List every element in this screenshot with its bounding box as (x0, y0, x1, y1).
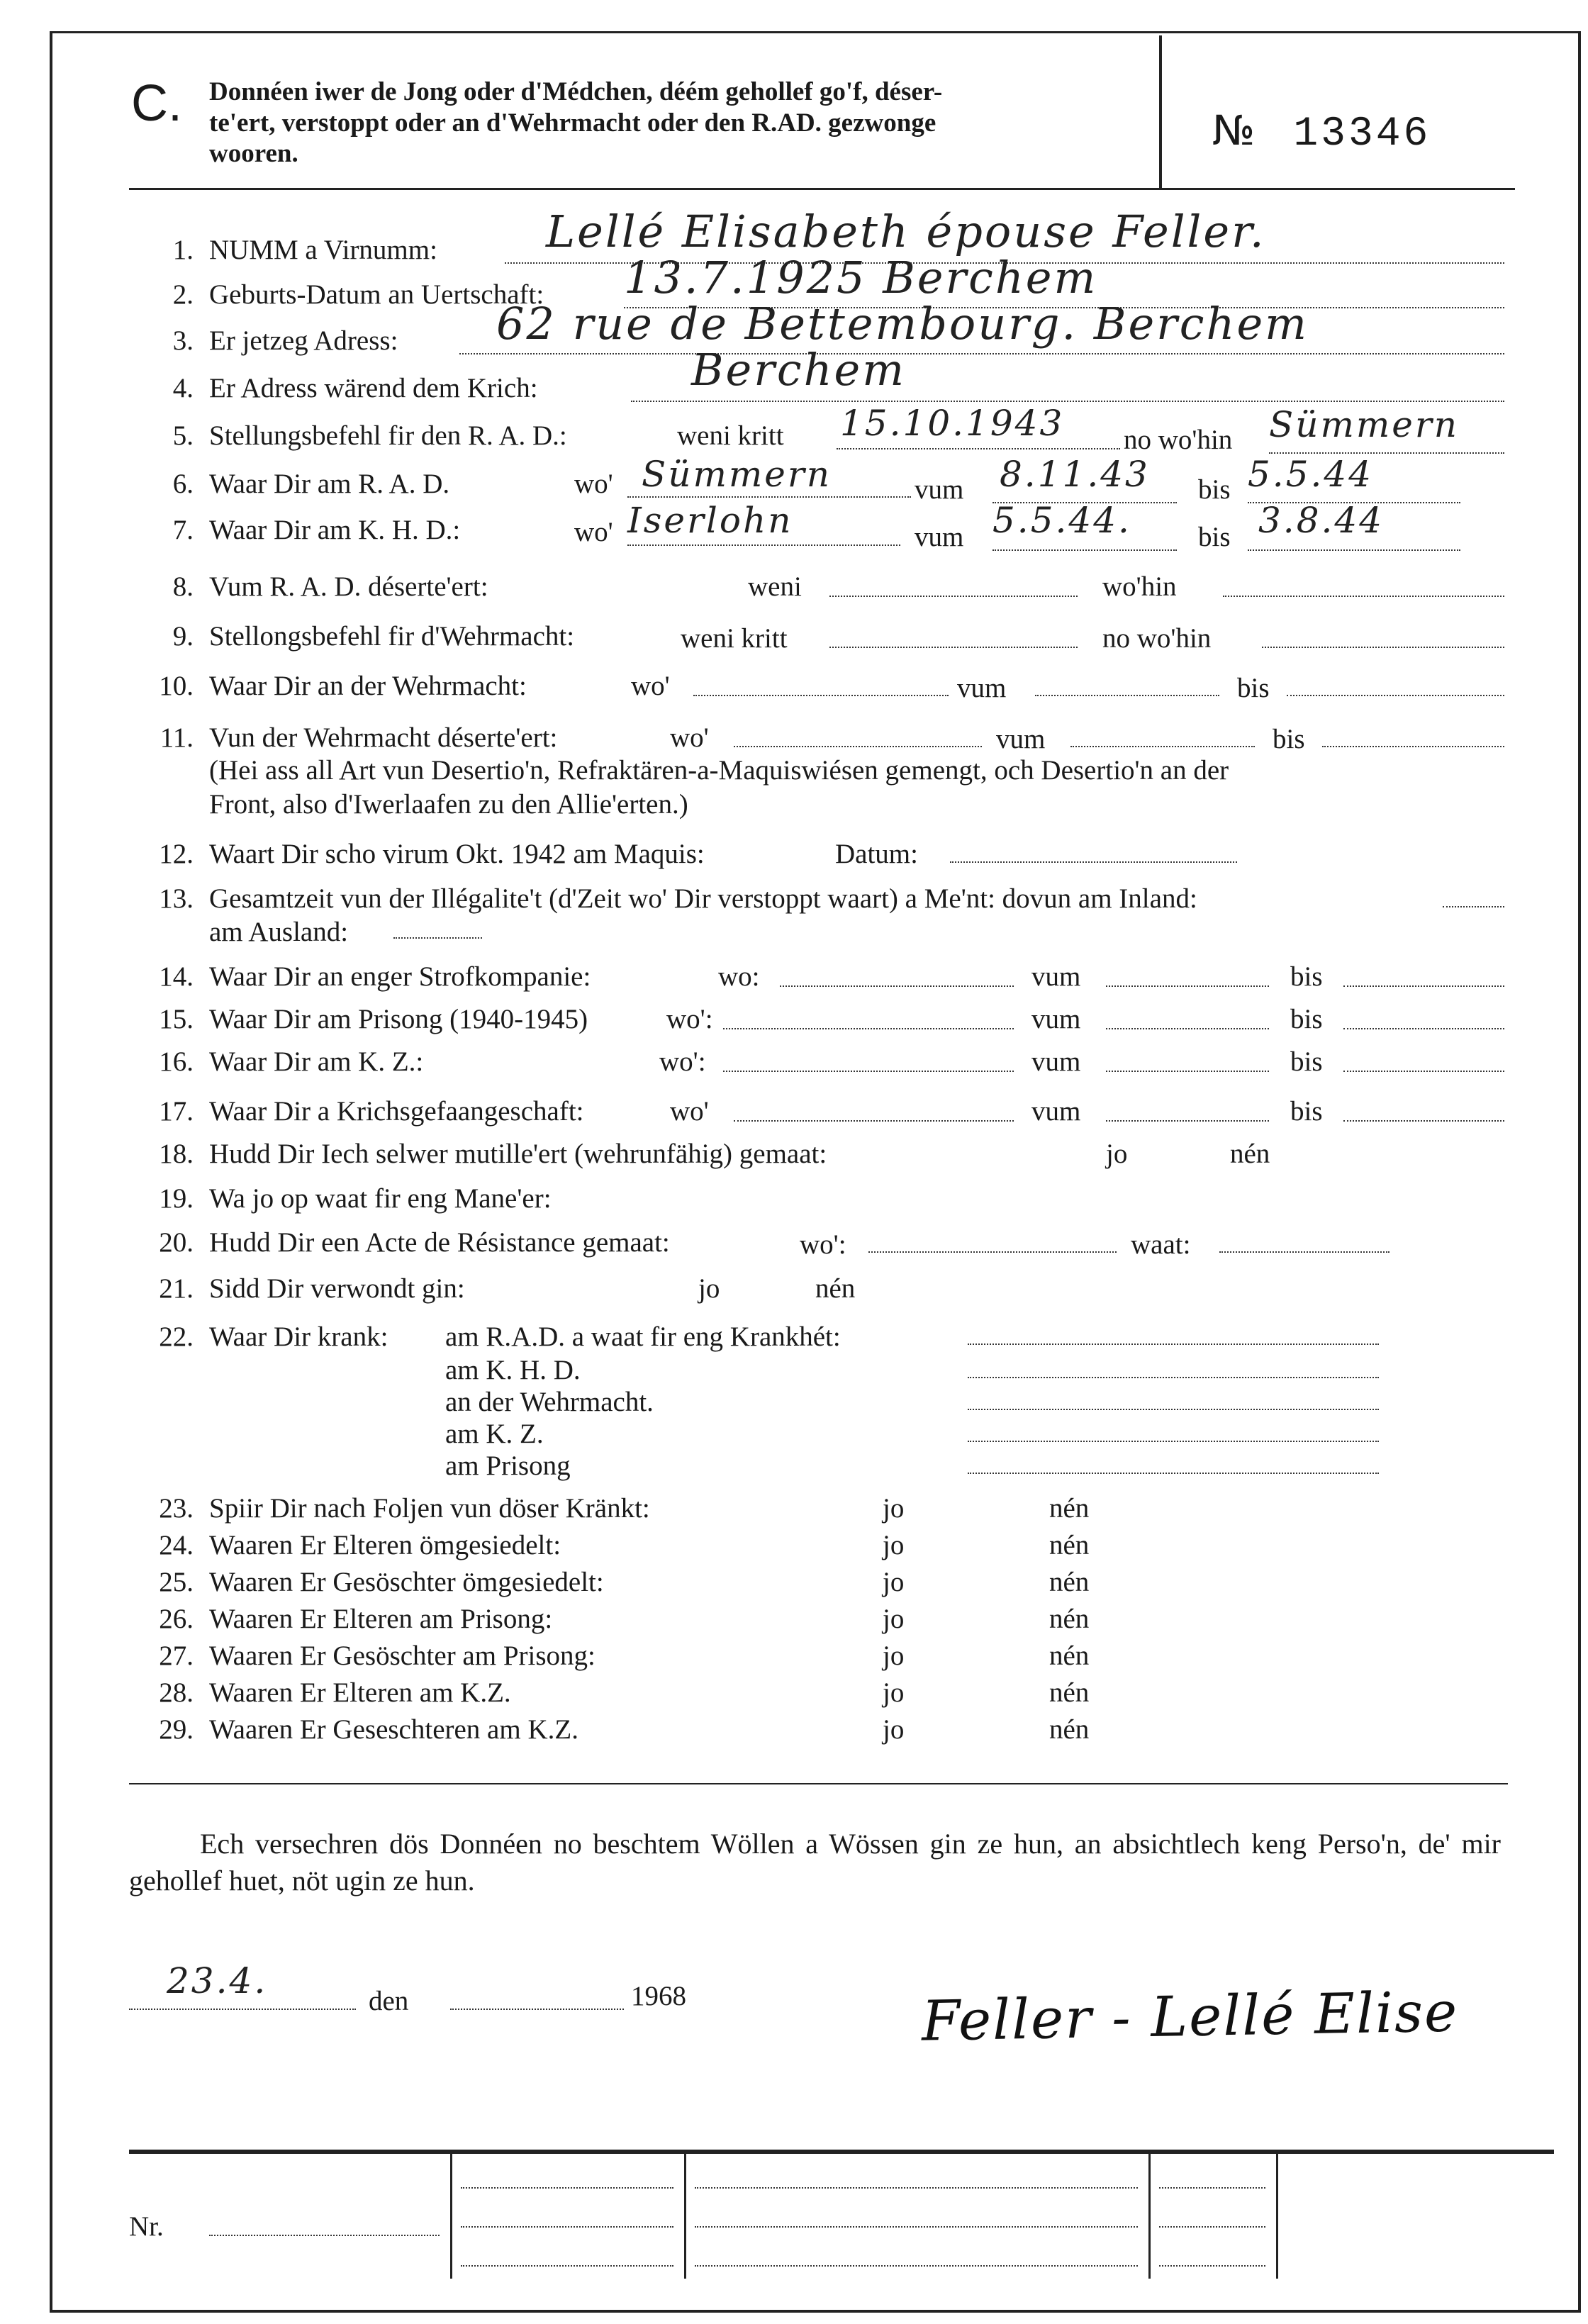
jo-option: jo (883, 1567, 905, 1597)
vum-label: vum (957, 673, 1007, 703)
wo-label: wo': (666, 1004, 713, 1034)
answer-line (734, 1120, 1014, 1122)
field-row-8: 8. Vum R. A. D. déserte'ert: (172, 571, 488, 602)
handwritten-khd-to: 3.8.44 (1258, 500, 1385, 541)
answer-line (1343, 1071, 1504, 1072)
field-row-21: 21. Sidd Dir verwondt gin: (159, 1273, 465, 1304)
nen-option: nén (1049, 1567, 1090, 1597)
field-note: (Hei ass all Art vun Desertio'n, Refraktären-a-Maquiswiésen gemengt, och Desertio'n an der (209, 755, 1229, 786)
field-row-29: 29. Waaren Er Geseschteren am K.Z. (159, 1714, 578, 1745)
answer-line (1443, 906, 1504, 907)
answer-line (1035, 695, 1219, 696)
field-row-3: 3. Er jetzeg Adress: (172, 325, 398, 356)
section-rule (129, 1783, 1508, 1784)
handwritten-address: 62 rue de Bettembourg. Berchem (496, 298, 1309, 350)
bis-label: bis (1198, 522, 1231, 552)
vum-label: vum (1031, 961, 1081, 992)
field-row-9: 9. Stellongsbefehl fir d'Wehrmacht: (172, 621, 575, 652)
field-note: Front, also d'Iwerlaafen zu den Allie'erten.) (209, 789, 688, 820)
field-row-6: 6. Waar Dir am R. A. D. (172, 469, 450, 499)
answer-line (1343, 985, 1504, 987)
handwritten-birth: 13.7.1925 Berchem (624, 252, 1098, 303)
wo-label: wo': (800, 1229, 846, 1260)
bis-label: bis (1290, 961, 1323, 992)
field-row-17: 17. Waar Dir a Krichsgefaangeschaft: (159, 1096, 584, 1127)
answer-line (780, 985, 1014, 987)
weni-label: weni kritt (677, 420, 784, 451)
footer-line (1159, 2187, 1265, 2189)
field-row-20: 20. Hudd Dir een Acte de Résistance gemaat: (159, 1227, 670, 1258)
handwritten-rad-to: 5.5.44 (1248, 454, 1374, 495)
field-row-7: 7. Waar Dir am K. H. D.: (172, 515, 461, 545)
answer-line (1219, 1251, 1390, 1253)
ausland-label: am Ausland: (209, 917, 349, 947)
numero-symbol: № (1212, 106, 1258, 155)
answer-line (829, 647, 1078, 648)
answer-line (968, 1473, 1379, 1474)
field-row-26: 26. Waaren Er Elteren am Prisong: (159, 1604, 553, 1634)
illness-kz: am K. Z. (445, 1419, 544, 1449)
header-divider (1159, 35, 1162, 188)
handwritten-date: 23.4. (167, 1960, 268, 2001)
field-row-5: 5. Stellungsbefehl fir den R. A. D.: (172, 420, 567, 451)
bis-label: bis (1290, 1004, 1323, 1034)
footer-line (695, 2226, 1138, 2228)
field-row-18: 18. Hudd Dir Iech selwer mutille'ert (wehrunfähig) gemaat: (159, 1139, 827, 1169)
footer-line (695, 2187, 1138, 2189)
answer-line (1070, 746, 1255, 747)
declaration-text: Ech versechren dös Donnéen no beschtem Wöllen a Wössen gin ze hun, an absichtlech keng Perso'n, de' mir gehollef huet, nöt ugin ze hun. (129, 1828, 1501, 1896)
handwritten-khd-from: 5.5.44. (992, 500, 1131, 541)
date-line (129, 2009, 356, 2010)
answer-line (459, 353, 1504, 354)
field-row-4: 4. Er Adress wärend dem Krich: (172, 373, 538, 403)
weni-label: weni (748, 571, 802, 602)
illness-prisong: am Prisong (445, 1451, 571, 1481)
answer-line (1106, 1028, 1269, 1029)
footer-line (461, 2226, 673, 2228)
weni-label: weni kritt (681, 623, 788, 654)
field-row-15: 15. Waar Dir am Prisong (1940-1945) (159, 1004, 588, 1034)
answer-line (968, 1343, 1379, 1345)
handwritten-war-address: Berchem (691, 344, 907, 396)
field-row-2: 2. Geburts-Datum an Uertschaft: (172, 279, 544, 310)
footer-line (1159, 2265, 1265, 2267)
footer-line (461, 2187, 673, 2189)
year-label: 1968 (631, 1981, 686, 2011)
vum-label: vum (915, 522, 964, 552)
field-row-24: 24. Waaren Er Elteren ömgesiedelt: (159, 1530, 561, 1560)
answer-line (968, 1441, 1379, 1442)
bis-label: bis (1237, 673, 1270, 703)
form-number-value: 13346 (1293, 111, 1431, 157)
field-row-27: 27. Waaren Er Gesöschter am Prisong: (159, 1641, 596, 1671)
handwritten-rad-from: 8.11.43 (1000, 454, 1150, 495)
nen-option: nén (1230, 1139, 1270, 1169)
answer-line (968, 1377, 1379, 1378)
answer-line (734, 746, 982, 747)
nr-label: Nr. (129, 2211, 164, 2242)
top-border (50, 31, 1578, 33)
wo-label: wo' (574, 517, 613, 547)
vum-label: vum (1031, 1046, 1081, 1077)
vum-label: vum (915, 474, 964, 505)
field-row-23: 23. Spiir Dir nach Foljen vun döser Kränkt: (159, 1493, 650, 1524)
field-row-11: 11. Vun der Wehrmacht déserte'ert: (160, 722, 558, 753)
footer-column-divider (684, 2150, 686, 2279)
wo-label: wo' (631, 671, 670, 701)
field-row-19: 19. Wa jo op waat fir eng Mane'er: (159, 1183, 552, 1214)
nen-option: nén (1049, 1714, 1090, 1745)
answer-line (1287, 695, 1504, 696)
field-row-12: 12. Waart Dir scho virum Okt. 1942 am Maquis: (159, 839, 705, 869)
bis-label: bis (1198, 474, 1231, 505)
handwritten-rad-place: Sümmern (1269, 404, 1459, 445)
vum-label: vum (1031, 1004, 1081, 1034)
wo-label: wo: (718, 961, 760, 992)
illness-rad: am R.A.D. a waat fir eng Krankhét: (445, 1322, 841, 1352)
header-rule (129, 188, 1515, 190)
wo-label: wo' (574, 469, 613, 499)
jo-option: jo (883, 1530, 905, 1560)
field-row-16: 16. Waar Dir am K. Z.: (159, 1046, 424, 1077)
footer-rule (129, 2150, 1554, 2154)
handwritten-name: Lellé Elisabeth épouse Feller. (546, 206, 1266, 257)
answer-line (1106, 1071, 1269, 1072)
answer-line (723, 1071, 1014, 1072)
field-row-13: 13. Gesamtzeit vun der Illégalite't (d'Zeit wo' Dir verstoppt waart) a Me'nt: dovun am Inland: (159, 883, 1197, 914)
answer-line (1343, 1120, 1504, 1122)
answer-line (627, 544, 900, 546)
answer-line (992, 549, 1177, 551)
answer-line (950, 861, 1237, 863)
answer-line (723, 1028, 1014, 1029)
wohin-label: no wo'hin (1102, 623, 1212, 654)
den-label: den (369, 1986, 409, 2016)
jo-option: jo (883, 1714, 905, 1745)
field-row-22: 22. Waar Dir krank: (159, 1322, 388, 1352)
nen-option: nén (1049, 1530, 1090, 1560)
section-heading: Donnéen iwer de Jong oder d'Médchen, déém gehollef go'f, déser- te'ert, verstoppt oder an d'Wehrmacht oder den R.AD. gezwonge wooren. (209, 77, 943, 169)
wohin-label: no wo'hin (1124, 425, 1233, 455)
field-row-1: 1. NUMM a Virnumm: (172, 235, 437, 265)
answer-line (868, 1251, 1117, 1253)
nen-option: nén (1049, 1677, 1090, 1708)
answer-line (627, 496, 911, 498)
bis-label: bis (1290, 1096, 1323, 1127)
datum-label: Datum: (835, 839, 918, 869)
jo-option: jo (698, 1273, 720, 1304)
wo-label: wo' (670, 722, 709, 753)
date-line (450, 2009, 624, 2010)
handwritten-rad-place-2: Sümmern (642, 454, 832, 495)
jo-option: jo (883, 1493, 905, 1524)
bis-label: bis (1290, 1046, 1323, 1077)
jo-option: jo (883, 1604, 905, 1634)
answer-line (1106, 1120, 1269, 1122)
wo-label: wo': (659, 1046, 706, 1077)
signature: Feller - Lellé Elise (921, 1980, 1459, 2054)
bis-label: bis (1273, 724, 1305, 754)
footer-column-divider (1276, 2150, 1278, 2279)
field-row-25: 25. Waaren Er Gesöschter ömgesiedelt: (159, 1567, 604, 1597)
field-row-14: 14. Waar Dir an enger Strofkompanie: (159, 961, 591, 992)
answer-line (1248, 549, 1460, 551)
footer-column-divider (1148, 2150, 1151, 2279)
waat-label: waat: (1131, 1229, 1191, 1260)
nr-line (209, 2235, 440, 2236)
answer-line (829, 596, 1078, 597)
form-number (1212, 106, 1431, 157)
handwritten-khd-place: Iserlohn (627, 500, 793, 541)
answer-line (968, 1409, 1379, 1410)
nen-option: nén (1049, 1493, 1090, 1524)
jo-option: jo (883, 1677, 905, 1708)
wohin-label: wo'hin (1102, 571, 1177, 602)
illness-wehrmacht: an der Wehrmacht. (445, 1387, 654, 1417)
handwritten-rad-date: 15.10.1943 (840, 403, 1065, 444)
answer-line (1262, 647, 1504, 648)
jo-option: jo (883, 1641, 905, 1671)
answer-line (837, 448, 1120, 449)
illness-khd: am K. H. D. (445, 1355, 581, 1385)
answer-line (393, 937, 482, 939)
nen-option: nén (815, 1273, 856, 1304)
answer-line (1322, 746, 1504, 747)
vum-label: vum (996, 724, 1046, 754)
nen-option: nén (1049, 1604, 1090, 1634)
footer-line (461, 2265, 673, 2267)
footer-line (1159, 2226, 1265, 2228)
answer-line (1106, 985, 1269, 987)
answer-line (1343, 1028, 1504, 1029)
wo-label: wo' (670, 1096, 709, 1127)
field-row-10: 10. Waar Dir an der Wehrmacht: (159, 671, 527, 701)
footer-line (695, 2265, 1138, 2267)
answer-line (693, 695, 949, 696)
field-row-28: 28. Waaren Er Elteren am K.Z. (159, 1677, 511, 1708)
footer-column-divider (450, 2150, 452, 2279)
nen-option: nén (1049, 1641, 1090, 1671)
answer-line (1223, 596, 1504, 597)
jo-option: jo (1106, 1139, 1128, 1169)
answer-line (631, 401, 1504, 402)
section-letter: C. (131, 75, 182, 132)
vum-label: vum (1031, 1096, 1081, 1127)
